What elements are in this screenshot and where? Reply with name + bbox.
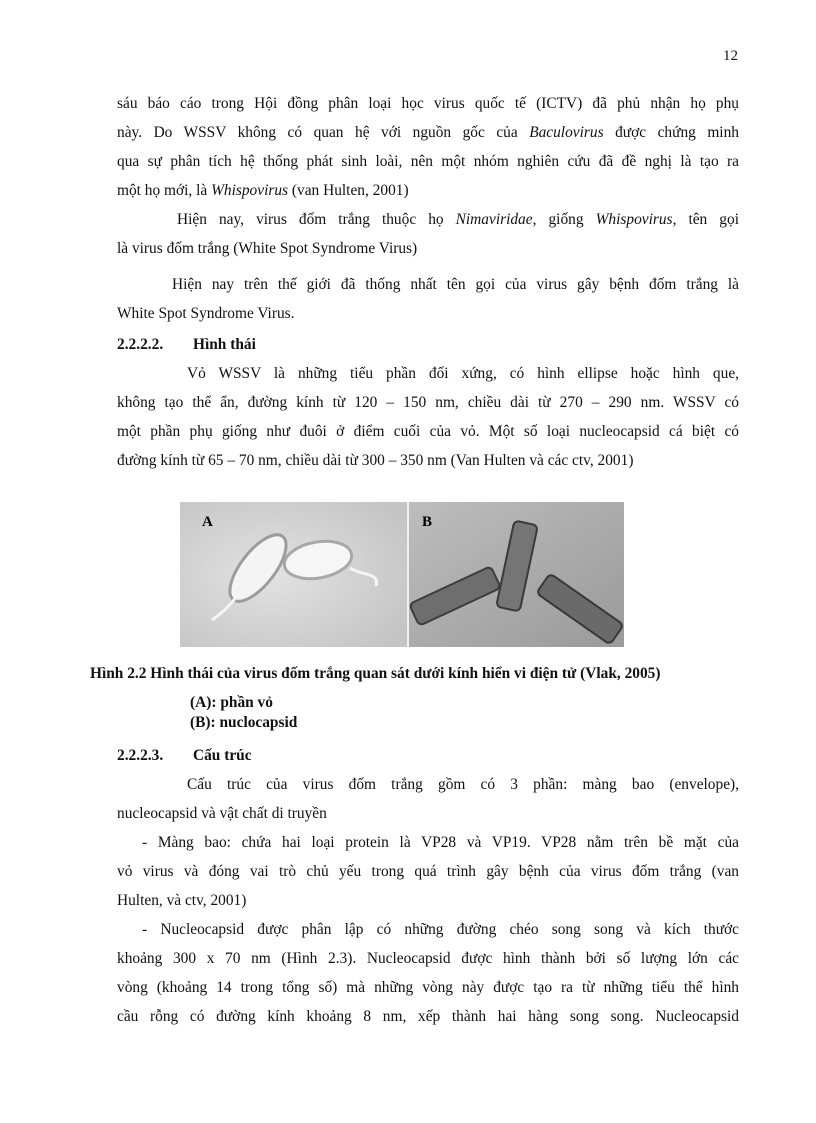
text-line: này. Do WSSV không có quan hệ với nguồn gốc của Baculovirus được chứng minh <box>117 124 739 141</box>
text-line: nucleocapsid và vật chất di truyền <box>117 805 327 822</box>
section-structure <box>117 741 739 1031</box>
text-line: là virus đốm trắng (White Spot Syndrome Virus) <box>117 240 418 257</box>
text-line: sáu báo cáo trong Hội đồng phân loại học virus quốc tế (ICTV) đã phủ nhận họ phụ <box>117 95 739 112</box>
panel-label-b: B <box>422 514 433 530</box>
text-line: khoảng 300 x 70 nm (Hình 2.3). Nucleocapsid được hình thành bởi số lượng lớn các <box>117 950 739 967</box>
text-line: đường kính từ 65 – 70 nm, chiều dài từ 300 – 350 nm (Van Hulten và các ctv, 2001) <box>117 452 634 469</box>
panel-label-a: A <box>202 514 213 530</box>
text-line: cầu rỗng có đường kính khoảng 8 nm, xếp thành hai hàng song song. Nucleocapsid <box>117 1008 739 1025</box>
paragraph-naming <box>117 270 739 328</box>
caption-sub-b: (B): nuclocapsid <box>190 714 298 731</box>
text-line: Vỏ WSSV là những tiểu phần đối xứng, có hình ellipse hoặc hình que, <box>187 365 739 382</box>
paragraph-classification <box>117 205 739 263</box>
italic-term: Whispovirus <box>595 211 673 228</box>
section-morphology <box>117 330 739 475</box>
italic-term: Baculovirus <box>529 124 604 141</box>
text-line: một họ mới, là Whispovirus (van Hulten, 2001) <box>117 182 409 199</box>
text-line: Cấu trúc của virus đốm trắng gồm có 3 phần: màng bao (envelope), <box>187 776 739 793</box>
text-line: vòng (khoảng 14 trong tổng số) mà những vòng này được tạo ra từ những tiểu thể hình <box>117 979 739 996</box>
text-line: một phần phụ giống như đuôi ở điểm cuối của vỏ. Một số loại nucleocapsid cá biệt có <box>117 423 739 440</box>
list-item: - Màng bao: chứa hai loại protein là VP28 và VP19. VP28 nằm trên bề mặt của <box>142 834 739 851</box>
italic-term: Nimaviridae <box>455 211 533 228</box>
page-number: 12 <box>723 48 738 64</box>
caption-sub-a: (A): phần vỏ <box>190 694 273 711</box>
text-line: Hiện nay, virus đốm trắng thuộc họ Nimaviridae, giống Whispovirus, tên gọi <box>177 211 739 228</box>
text-line: không tạo thể ẩn, đường kính từ 120 – 150 nm, chiều dài từ 270 – 290 nm. WSSV có <box>117 394 739 411</box>
text-line: Hulten, và ctv, 2001) <box>117 892 247 909</box>
text-line: Hiện nay trên thế giới đã thống nhất tên gọi của virus gây bệnh đốm trắng là <box>172 276 739 293</box>
section-heading: 2.2.2.3. Cấu trúc <box>117 747 252 764</box>
micrograph-image <box>180 502 624 647</box>
text-line: White Spot Syndrome Virus. <box>117 305 295 322</box>
italic-term: Whispovirus <box>211 182 289 199</box>
intro-paragraph <box>117 89 739 205</box>
text-line: vỏ virus và đóng vai trò chủ yếu trong quá trình gây bệnh của virus đốm trắng (van <box>117 863 739 880</box>
list-item: - Nucleocapsid được phân lập có những đường chéo song song và kích thước <box>142 921 739 938</box>
micrograph-figure <box>180 502 624 647</box>
text-line: qua sự phân tích hệ thống phát sinh loài, nên một nhóm nghiên cứu đã đề nghị là tạo ra <box>117 153 739 170</box>
section-heading: 2.2.2.2. Hình thái <box>117 336 256 353</box>
figure-caption: Hình 2.2 Hình thái của virus đốm trắng quan sát dưới kính hiển vi điện tử (Vlak, 2005) <box>90 665 661 682</box>
